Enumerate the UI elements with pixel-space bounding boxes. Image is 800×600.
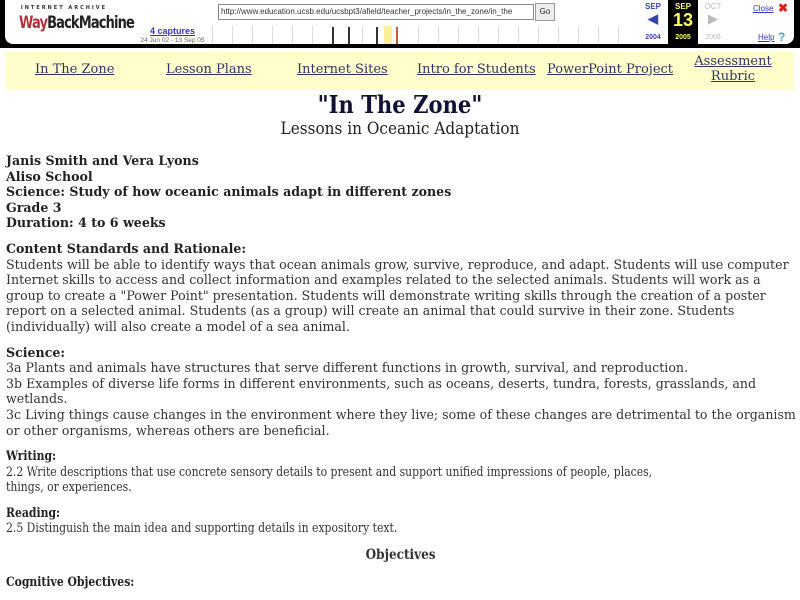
timeline-tick <box>438 26 439 44</box>
standards-line: Students will be able to identify ways that ocean animals grow, survive, reproduce, and adapt. Students will use computer <box>6 256 789 272</box>
school: Aliso School <box>6 168 93 184</box>
timeline-capture-mark[interactable] <box>348 27 350 44</box>
captures-info <box>135 26 210 44</box>
page-subtitle: Lessons in Oceanic Adaptation <box>280 119 520 139</box>
logo-wayback-machine-text <box>19 13 134 33</box>
standards-line: (individually) will also create a model of a sea animal. <box>6 318 350 334</box>
timeline-tick <box>518 26 519 44</box>
duration: Duration: 4 to 6 weeks <box>6 215 166 231</box>
timeline-current-highlight <box>384 26 392 44</box>
science-heading: Science: <box>6 344 66 360</box>
timeline-tick <box>478 26 479 44</box>
timeline-tick <box>212 26 213 44</box>
next-capture <box>698 0 728 44</box>
nav-link-lesson-plans[interactable]: Lesson Plans <box>166 62 252 77</box>
help-link[interactable]: Help <box>758 33 775 42</box>
objectives-heading <box>6 548 796 564</box>
close-icon[interactable]: ✖ <box>778 1 789 15</box>
authors: Janis Smith and Vera Lyons <box>6 153 199 168</box>
writing-heading <box>6 448 796 464</box>
timeline-tick <box>598 26 599 44</box>
go-button[interactable]: Go <box>535 3 555 21</box>
timeline-tick <box>618 26 619 44</box>
page-title: "In The Zone" <box>317 90 483 119</box>
logo-machine: Machine <box>78 13 134 33</box>
captures-link[interactable]: 4 captures <box>149 26 196 36</box>
nav-link-label-line2: Rubric <box>710 69 756 84</box>
timeline-capture-mark[interactable] <box>376 27 378 44</box>
current-day: 13 <box>672 10 694 30</box>
writing-line-text: things, or experiences. <box>6 479 132 495</box>
science-line: 3a Plants and animals have structures that serve different functions in growth, survival, and reproduction. <box>6 360 689 376</box>
timeline-current-capture[interactable] <box>396 27 398 44</box>
reading-line <box>6 520 796 536</box>
cognitive-objectives-heading <box>6 574 796 590</box>
right-arrow-icon: ▶ <box>708 11 718 26</box>
nav-link-in-the-zone[interactable]: In The Zone <box>35 62 115 77</box>
science-line: 3b Examples of diverse life forms in different environments, such as oceans, deserts, tundra, forests, grasslands, and <box>6 375 757 391</box>
current-year: 2005 <box>675 34 691 41</box>
nav-link-label-line1: Assessment <box>694 54 772 69</box>
help-icon[interactable]: ? <box>778 30 786 44</box>
timeline-tick <box>252 26 253 44</box>
previous-capture[interactable] <box>638 0 668 44</box>
standards-line: report on a selected animal. Students (as a group) will create an animal that could survive in their zone. Students <box>6 303 735 319</box>
reading-line-text: 2.5 Distinguish the main idea and supporting details in expository text. <box>6 520 398 536</box>
date-navigator <box>638 0 728 44</box>
lesson-content <box>6 153 796 589</box>
logo-internet-archive-text: INTERNET ARCHIVE <box>20 5 108 11</box>
timeline-tick <box>362 26 363 44</box>
timeline-tick <box>578 26 579 44</box>
standards-line: group to create a "Power Point" presentation. Students will demonstrate writing skills through the creation of a poster <box>6 287 766 303</box>
timeline-tick <box>558 26 559 44</box>
wayback-toolbar <box>0 0 800 48</box>
prev-year[interactable]: 2004 <box>645 34 661 41</box>
wayback-logo[interactable] <box>19 5 134 39</box>
cognitive-objectives-heading-text: Cognitive Objectives: <box>6 573 135 589</box>
writing-line <box>6 479 796 495</box>
grade: Grade 3 <box>6 199 62 215</box>
left-arrow-icon[interactable]: ◀ <box>648 11 658 26</box>
reading-heading-text: Reading: <box>6 504 61 520</box>
timeline-tick <box>272 26 273 44</box>
next-year: 2006 <box>705 34 721 41</box>
standards-heading: Content Standards and Rationale: <box>6 240 247 256</box>
writing-line-text: 2.2 Write descriptions that use concrete sensory details to present and support unified impressions of people, places, <box>6 463 653 479</box>
url-input[interactable]: http://www.education.ucsb.edu/ucsbpt3/afield/teacher_projects/in_the_zone/in_the <box>218 4 534 20</box>
nav-link-internet-sites[interactable]: Internet Sites <box>297 62 388 77</box>
subject: Science: Study of how oceanic animals adapt in different zones <box>6 184 452 200</box>
close-link[interactable]: Close <box>753 4 774 13</box>
writing-heading-text: Writing: <box>6 448 57 464</box>
reading-heading <box>6 505 796 521</box>
timeline-tick <box>232 26 233 44</box>
science-line: or other organisms, whereas others are beneficial. <box>6 422 330 438</box>
timeline-tick <box>458 26 459 44</box>
timeline-capture-mark[interactable] <box>332 27 334 44</box>
current-month: SEP <box>674 2 691 11</box>
capture-timeline[interactable] <box>208 22 636 44</box>
timeline-tick <box>312 26 313 44</box>
logo-back: Back <box>47 13 79 33</box>
objectives-heading-text: Objectives <box>366 547 436 564</box>
science-line: 3c Living things cause changes in the environment where they live; some of these changes are detrimental to the organism <box>6 406 796 422</box>
next-month: OCT <box>704 2 722 11</box>
timeline-tick <box>498 26 499 44</box>
standards-line: Internet skills to access and collect information and examples related to the selected animals. Students will work as a <box>6 272 761 288</box>
timeline-tick <box>292 26 293 44</box>
nav-link-assessment-rubric[interactable] <box>689 54 777 84</box>
science-line: wetlands. <box>6 391 68 407</box>
nav-link-powerpoint-project[interactable]: PowerPoint Project <box>547 62 674 77</box>
prev-month: SEP <box>644 2 661 11</box>
writing-line <box>6 464 796 480</box>
nav-link-intro-for-students[interactable]: Intro for Students <box>417 62 536 77</box>
timeline-tick <box>538 26 539 44</box>
current-capture-date <box>668 0 698 44</box>
logo-way: Way <box>19 13 48 33</box>
site-nav <box>5 52 794 90</box>
captures-range: 24 Jun 02 - 13 Sep 05 <box>140 37 205 44</box>
timeline-tick <box>418 26 419 44</box>
